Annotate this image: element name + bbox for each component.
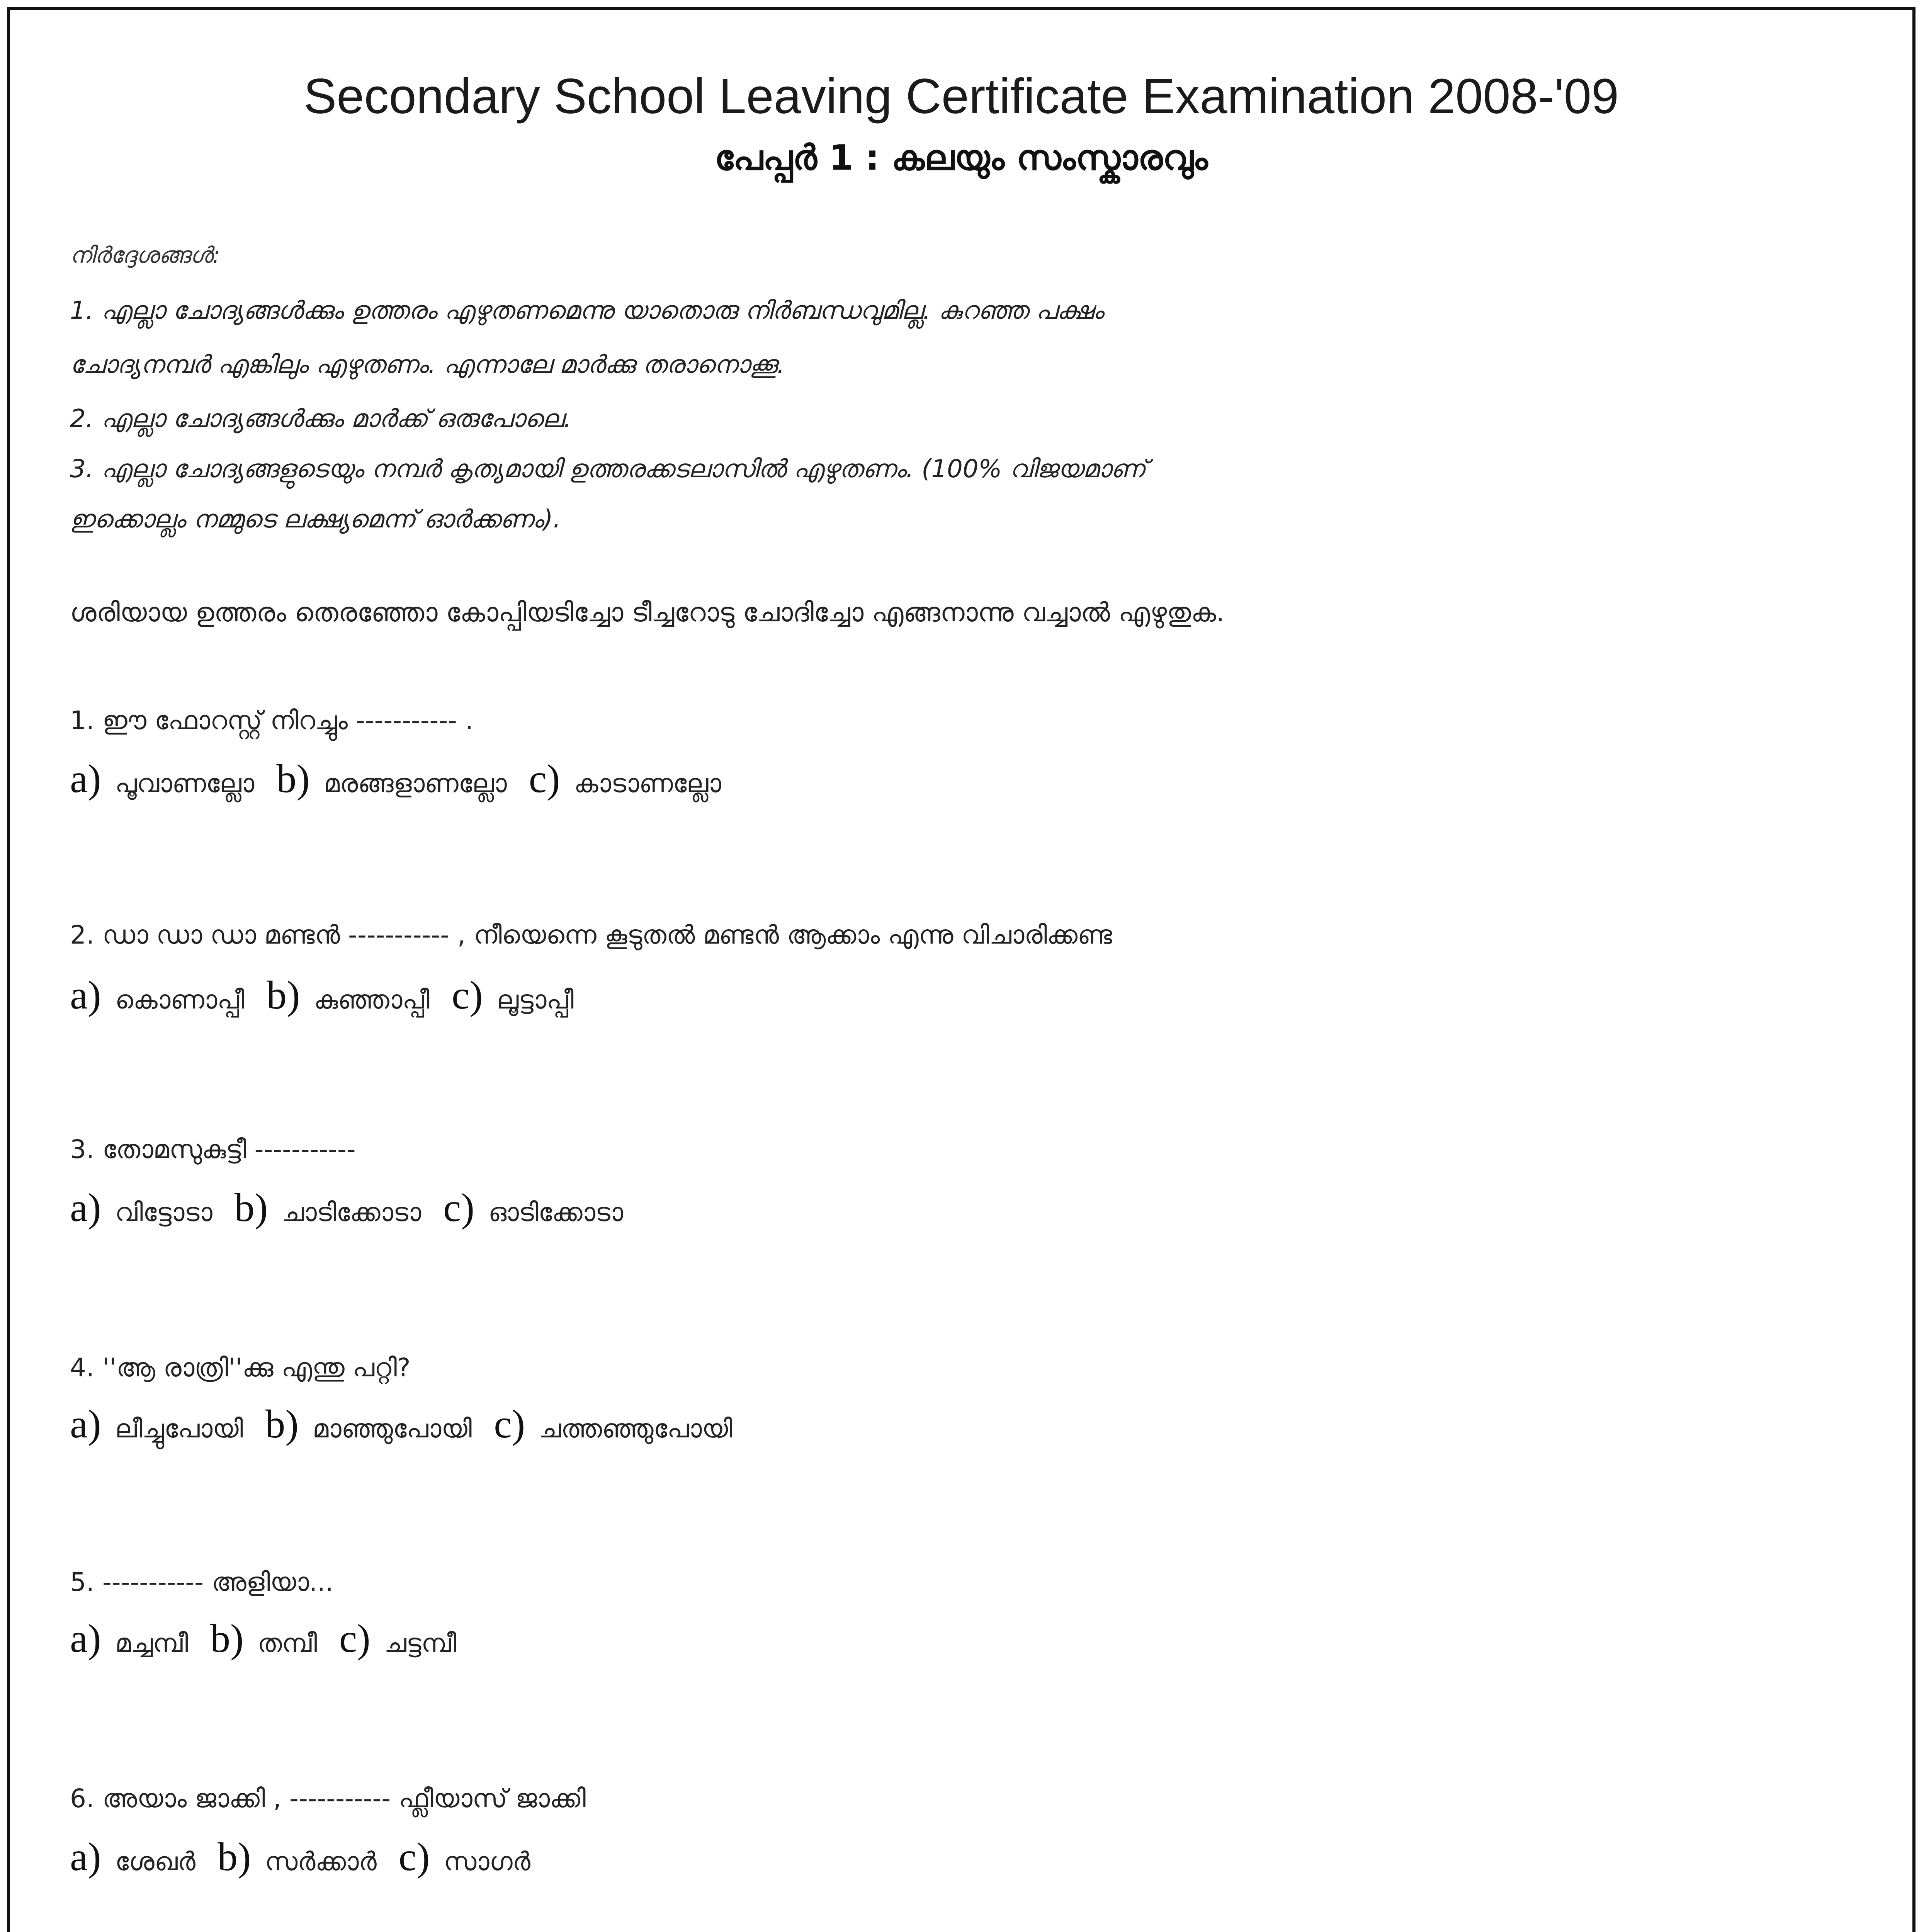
option-letter: a)	[70, 1402, 101, 1446]
question-2: 2. ഡാ ഡാ ഡാ മണ്ടൻ ----------- , നീയെന്നെ കൂടുതൽ മണ്ടൻ ആക്കാം എന്നു വിചാരിക്കണ്ട	[70, 920, 1112, 950]
options-3	[70, 1185, 623, 1231]
option-a: മച്ചമ്പീ	[115, 1628, 188, 1658]
question-4: 4. ''ആ രാത്രി''ക്കു എന്തു പറ്റി?	[70, 1353, 411, 1383]
options-1	[70, 756, 721, 802]
option-letter: a)	[70, 1616, 101, 1661]
option-letter: c)	[494, 1402, 525, 1446]
option-c: ഓടിക്കോടാ	[488, 1197, 624, 1227]
instruction-line: 2. എല്ലാ ചോദ്യങ്ങൾക്കും മാർക്ക് ഒരുപോലെ.	[70, 405, 572, 433]
instruction-line: 3. എല്ലാ ചോദ്യങ്ങളുടെയും നമ്പർ കൃത്യമായി ഉത്തരക്കടലാസിൽ എഴുതണം. (100% വിജയമാണ്	[70, 455, 1146, 483]
exam-title: Secondary School Leaving Certificate Examination 2008-'09	[303, 69, 1619, 124]
option-c: ലൂട്ടാപ്പീ	[496, 985, 574, 1015]
option-c: സാഗർ	[444, 1847, 530, 1876]
answer-prompt: ശരിയായ ഉത്തരം തെരഞ്ഞോ കോപ്പിയടിച്ചോ ടീച്ചറോടു ചോദിച്ചോ എങ്ങനാന്നു വച്ചാൽ എഴുതുക.	[70, 597, 1225, 628]
option-letter: b)	[217, 1835, 251, 1879]
option-c: ചത്തഞ്ഞുപോയി	[539, 1414, 733, 1444]
instruction-line: ചോദ്യനമ്പർ എങ്കിലും എഴുതണം. എന്നാലേ മാർക്കു തരാനൊക്കൂ.	[70, 350, 785, 379]
option-a: കൊണാപ്പീ	[115, 985, 245, 1015]
option-letter: c)	[529, 757, 560, 801]
option-letter: b)	[276, 757, 310, 801]
option-letter: c)	[398, 1835, 430, 1879]
option-a: ലീച്ചുപോയി	[115, 1414, 243, 1444]
option-letter: a)	[70, 973, 101, 1017]
option-c: കാടാണല്ലോ	[574, 769, 721, 798]
instructions-label: നിർദ്ദേശങ്ങൾ:	[70, 242, 220, 268]
question-1: 1. ഈ ഫോറസ്റ്റ് നിറച്ചും ----------- .	[70, 706, 473, 735]
instruction-line: ഇക്കൊല്ലം നമ്മുടെ ലക്ഷ്യമെന്ന് ഓർക്കണം).	[70, 505, 561, 534]
options-5	[70, 1616, 457, 1662]
option-letter: b)	[234, 1185, 268, 1230]
options-6	[70, 1834, 530, 1880]
options-2	[70, 972, 574, 1018]
question-3: 3. തോമസുകുട്ടീ -----------	[70, 1134, 356, 1164]
option-b: ചാടിക്കോടാ	[282, 1197, 422, 1227]
option-letter: b)	[210, 1616, 244, 1661]
question-5: 5. ----------- അളിയാ...	[70, 1567, 333, 1597]
option-letter: c)	[339, 1616, 371, 1661]
paper-subtitle: പേപ്പർ 1 : കലയും സംസ്കാരവും	[714, 138, 1208, 178]
option-letter: b)	[265, 1402, 299, 1446]
option-letter: b)	[266, 973, 300, 1017]
instruction-line: 1. എല്ലാ ചോദ്യങ്ങൾക്കും ഉത്തരം എഴുതണമെന്നു യാതൊരു നിർബന്ധവുമില്ല. കുറഞ്ഞ പക്ഷം	[70, 296, 1104, 325]
exam-paper	[7, 7, 1916, 1932]
option-letter: a)	[70, 1835, 101, 1879]
option-b: തമ്പീ	[257, 1628, 317, 1658]
option-letter: c)	[443, 1185, 474, 1230]
option-b: കുഞ്ഞാപ്പീ	[314, 985, 430, 1015]
option-a: പൂവാണല്ലോ	[115, 769, 255, 798]
question-6: 6. അയാം ജാക്കി , ----------- ഫ്ലീയാസ് ജാക്കി	[70, 1784, 586, 1813]
option-a: ശേഖർ	[115, 1847, 195, 1876]
option-letter: a)	[70, 1185, 101, 1230]
option-b: സർക്കാർ	[265, 1847, 377, 1876]
option-letter: c)	[452, 973, 483, 1017]
option-b: മരങ്ങളാണല്ലോ	[323, 769, 507, 798]
option-b: മാഞ്ഞുപോയി	[312, 1414, 472, 1444]
option-c: ചട്ടമ്പീ	[384, 1628, 457, 1658]
options-4	[70, 1401, 733, 1447]
option-letter: a)	[70, 757, 101, 801]
option-a: വിട്ടോടാ	[115, 1197, 212, 1227]
